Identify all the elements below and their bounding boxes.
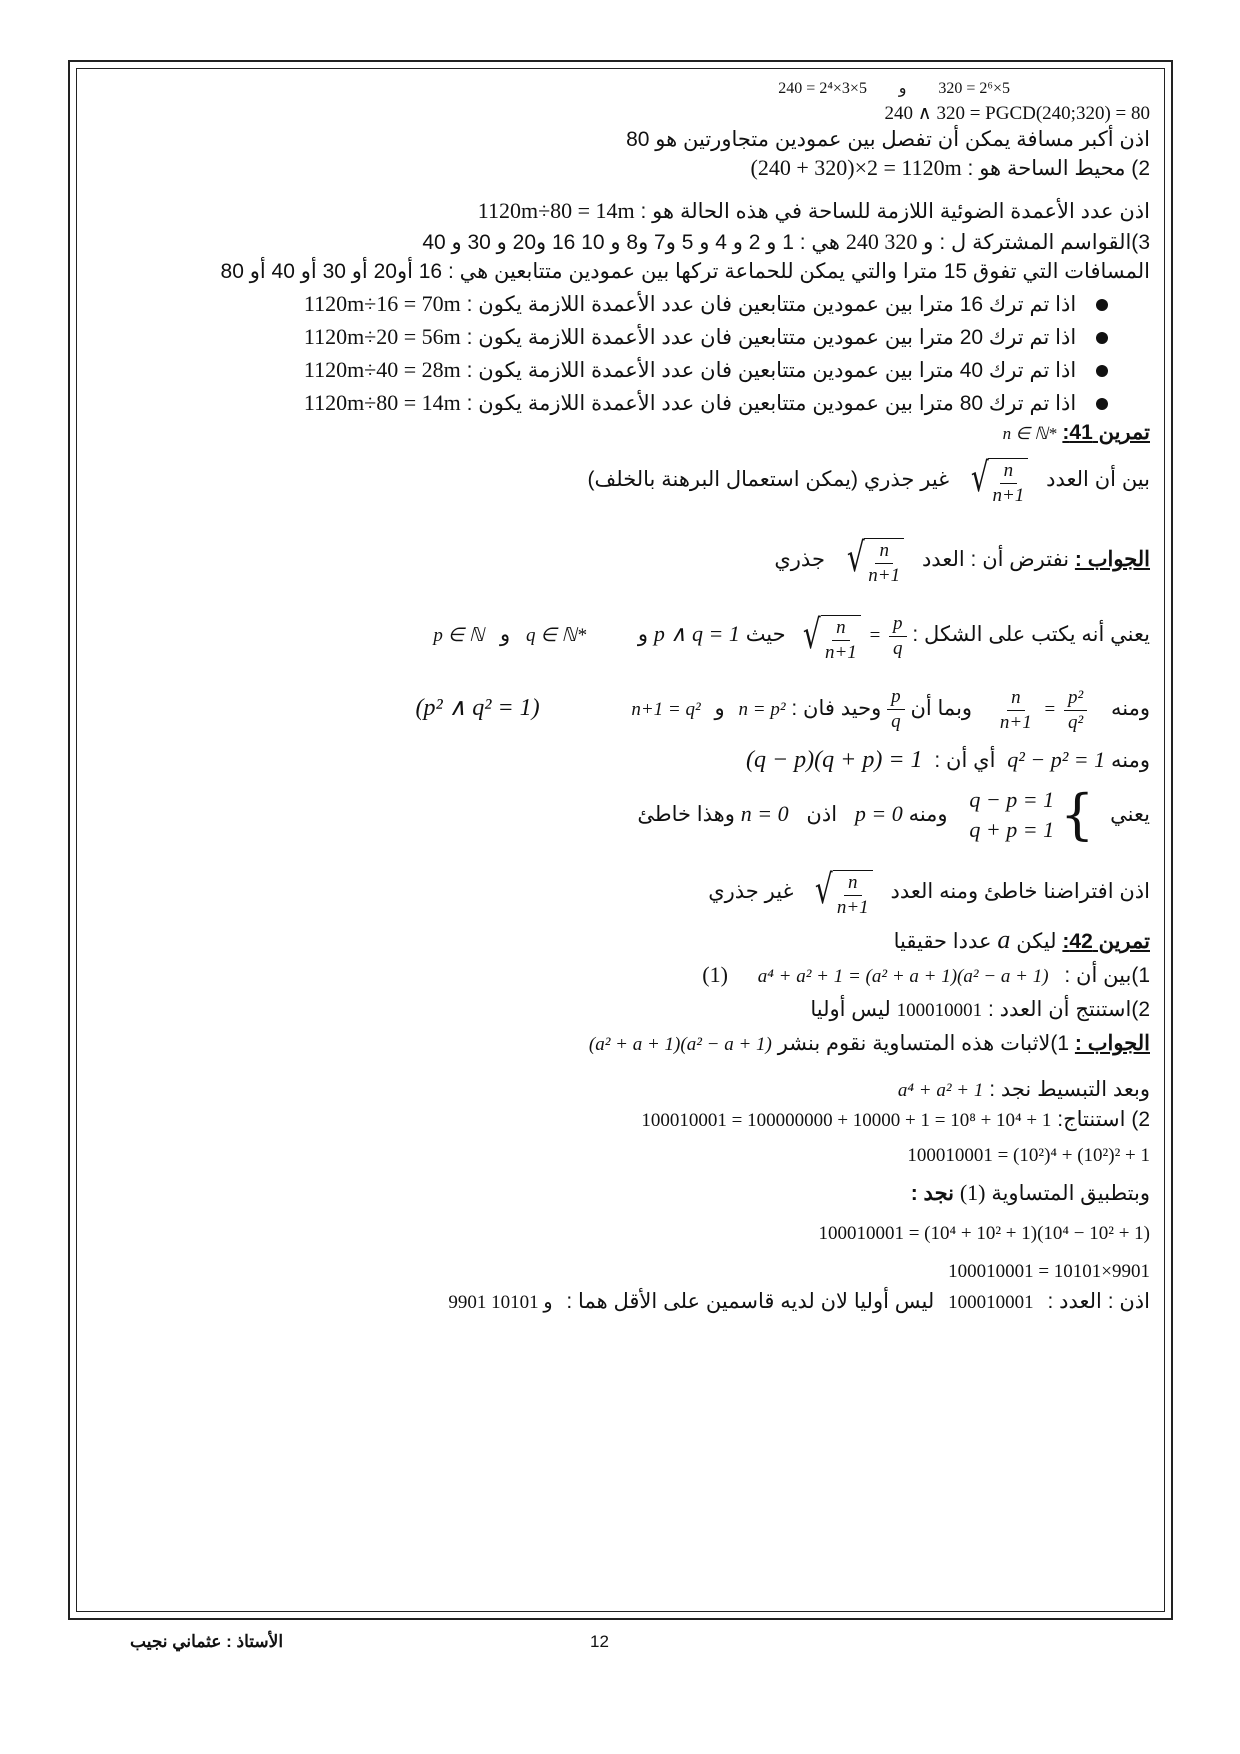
exercise-42-title: تمرين 42: ليكن a عددا حقيقيا bbox=[893, 925, 1150, 954]
bullet-icon bbox=[1096, 332, 1108, 344]
list-item: اذا تم ترك 16 مترا بين عمودين متتابعين فان عدد الأعمدة اللازمة يكون : 1120m÷16 = 70m bbox=[90, 287, 1120, 320]
list-item: اذا تم ترك 80 مترا بين عمودين متتابعين فان عدد الأعمدة اللازمة يكون : 1120m÷80 = 14m bbox=[90, 386, 1120, 419]
distances-line: المسافات التي تفوق 15 مترا والتي يمكن للحماعة تركها بين عمودين متتابعين هي : 16 أو20 أو 30 أو 40 أو 80 bbox=[220, 260, 1150, 283]
factorization-line: 320 = 2⁶×5 و 240 = 2⁴×3×5 bbox=[778, 80, 1010, 97]
exercise-41-statement: بين أن العدد √ $\frac{n}{n+1}$ غير جذري (يمكن استعمال البرهنة بالخلف) bbox=[90, 447, 1150, 513]
pgcd-line: 240 ∧ 320 = PGCD(240;320) = 80 bbox=[884, 103, 1150, 124]
fraction-p-over-q: $\frac{p}{q}$ bbox=[887, 685, 905, 734]
perimeter-line: 2) محيط الساحة هو : (240 + 320)×2 = 1120m bbox=[750, 155, 1150, 180]
page-content bbox=[90, 75, 1150, 1317]
answer-41-diff: ومنه q² − p² = 1 أي أن : (q − p)(q + p) = 1 bbox=[745, 747, 1150, 773]
answer-41-system: يعني { q − p = 1 q + p = 1 ومنه p = 0 اذن n = 0 وهذا خاطئ bbox=[637, 783, 1150, 847]
answer-42-apply: وبتطبيق المتساوية (1) نجد : bbox=[910, 1180, 1150, 1205]
page-number: 12 bbox=[590, 1632, 609, 1651]
sqrt-expression: √ $\frac{n}{n+1}$ bbox=[811, 864, 872, 920]
answer-41-conclusion: اذن افتراضنا خاطئ ومنه العدد √ $\frac{n}{n+1}$ غير جذري bbox=[90, 861, 1150, 923]
bullet-icon bbox=[1096, 398, 1108, 410]
bullet-icon bbox=[1096, 299, 1108, 311]
exercise-42-q2: 2)استنتج أن العدد : 100010001 ليس أوليا bbox=[810, 998, 1150, 1021]
list-item: اذا تم ترك 20 مترا بين عمودين متتابعين فان عدد الأعمدة اللازمة يكون : 1120m÷20 = 56m bbox=[90, 320, 1120, 353]
answer-42-powers: 100010001 = (10²)⁴ + (10²)² + 1 bbox=[907, 1145, 1150, 1166]
max-distance-line: اذن أكبر مسافة يمكن أن تفصل بين عمودين متجاورتين هو 80 bbox=[626, 128, 1150, 151]
author-credit: الأستاذ : عثماني نجيب bbox=[130, 1632, 284, 1651]
answer-41-form: يعني أنه يكتب على الشكل : √ $\frac{n}{n+1}$ = $\frac{p}{q}$ حيث p ∧ q = 1 و q ∈ ℕ* و p ∈ ℕ bbox=[90, 603, 1150, 665]
sqrt-expression: √ $\frac{n}{n+1}$ bbox=[843, 532, 904, 588]
list-item: اذا تم ترك 40 مترا بين عمودين متتابعين فان عدد الأعمدة اللازمة يكون : 1120m÷40 = 28m bbox=[90, 353, 1120, 386]
answer-42-simplify: وبعد التبسيط نجد : a⁴ + a² + 1 bbox=[897, 1078, 1150, 1101]
common-divisors-line: 3)القواسم المشتركة ل : 240 و 320 هي : 1 و 2 و 4 و 5 و7 و8 و 10 16 و20 و 30 و 40 bbox=[422, 229, 1150, 254]
exercise-41-title: تمرين 41: n ∈ ℕ* bbox=[1002, 421, 1150, 444]
answer-42-expand: الجواب : 1)لاثبات هذه المتساوية نقوم بنشر (a² + a + 1)(a² − a + 1) bbox=[588, 1032, 1150, 1055]
brace-icon: { bbox=[1059, 783, 1095, 847]
fraction-equation: √ $\frac{n}{n+1}$ = $\frac{p}{q}$ bbox=[799, 605, 906, 667]
answer-42-final: اذن : العدد : 100010001 ليس أوليا لان لديه قاسمين على الأقل هما : 9901 و 10101 bbox=[448, 1290, 1150, 1313]
exercise-42-q1: 1)بين أن : a⁴ + a² + 1 = (a² + a + 1)(a² − a + 1) (1) bbox=[702, 962, 1150, 987]
equation-system: q − p = 1 q + p = 1 bbox=[969, 787, 1055, 843]
sqrt-expression: √ $\frac{n}{n+1}$ bbox=[967, 452, 1028, 508]
answer-42-result: 100010001 = 10101×9901 bbox=[948, 1261, 1150, 1282]
answer-42-deduction: 2) استنتاج: 100010001 = 100000000 + 10000 + 1 = 10⁸ + 10⁴ + 1 bbox=[641, 1108, 1150, 1131]
answer-41-assume: الجواب : نفترض أن : العدد √ $\frac{n}{n+1}$ جذري bbox=[90, 529, 1150, 591]
bullet-icon bbox=[1096, 365, 1108, 377]
fraction-equation: $\frac{n}{n+1}$ = $\frac{\text{p²}}{\text{q²}}$ bbox=[996, 679, 1087, 741]
bullet-list bbox=[90, 287, 1150, 419]
poles-count-line: اذن عدد الأعمدة الضوئية اللازمة للساحة في هذه الحالة هو : 1120m÷80 = 14m bbox=[477, 198, 1150, 223]
answer-42-product: 100010001 = (10⁴ + 10² + 1)(10⁴ − 10² + 1) bbox=[818, 1223, 1150, 1244]
answer-41-since: ومنه $\frac{n}{n+1}$ = $\frac{\text{p²}}{\text{q²}}$ وبما أن $\frac{p}{q}$ وحيد فان : n = p² و n+1 = q² (p² ∧ q² = 1) bbox=[90, 677, 1150, 739]
